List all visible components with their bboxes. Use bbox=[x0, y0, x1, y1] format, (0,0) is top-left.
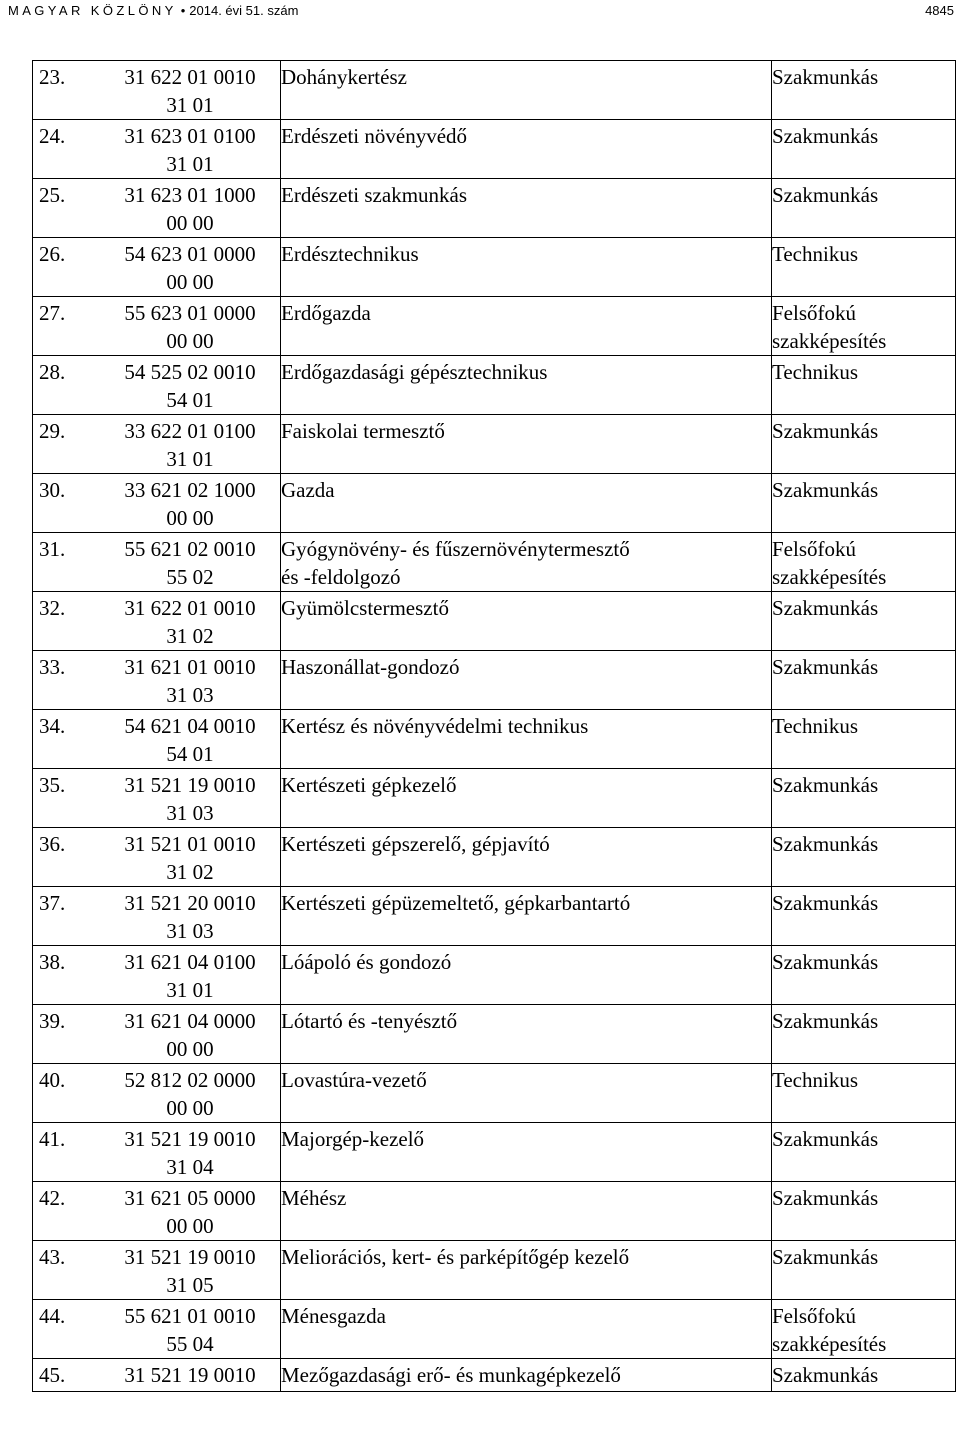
code-line-1: 54 623 01 0000 bbox=[124, 242, 256, 266]
qualification-level bbox=[772, 415, 956, 474]
code-line-2: 00 00 bbox=[166, 1095, 214, 1120]
code-cell bbox=[33, 1359, 281, 1392]
qualification-name bbox=[281, 592, 772, 651]
row-number: 44. bbox=[39, 1304, 66, 1328]
row-number: 36. bbox=[39, 832, 66, 856]
name-line-1: Mezőgazdasági erő- és munkagépkezelő bbox=[281, 1363, 621, 1387]
qualification-level bbox=[772, 887, 956, 946]
qualification-level bbox=[772, 1359, 956, 1392]
table-row bbox=[33, 1064, 956, 1123]
level-line-1: Szakmunkás bbox=[772, 891, 879, 915]
qualification-code bbox=[110, 654, 270, 709]
row-number: 24. bbox=[39, 124, 66, 148]
table-row bbox=[33, 1005, 956, 1064]
code-line-1: 31 521 19 0010 bbox=[124, 1363, 256, 1387]
code-line-1: 31 621 05 0000 bbox=[124, 1186, 256, 1210]
name-line-1: Dohánykertész bbox=[281, 65, 407, 89]
qualification-level bbox=[772, 1064, 956, 1123]
qualification-code bbox=[110, 1126, 270, 1181]
code-cell bbox=[33, 1064, 281, 1123]
qualification-level bbox=[772, 710, 956, 769]
level-line-1: Technikus bbox=[772, 360, 859, 384]
code-line-2: 55 04 bbox=[166, 1331, 214, 1356]
page-header bbox=[0, 0, 960, 30]
qualification-code bbox=[110, 1362, 270, 1390]
level-line-2: szakképesítés bbox=[772, 1331, 887, 1356]
level-line-1: Szakmunkás bbox=[772, 478, 879, 502]
code-line-2: 31 04 bbox=[166, 1154, 214, 1179]
qualification-level bbox=[772, 61, 956, 120]
code-line-1: 54 621 04 0010 bbox=[124, 714, 256, 738]
qualification-level bbox=[772, 828, 956, 887]
code-line-2: 31 03 bbox=[166, 682, 214, 707]
code-line-1: 31 521 01 0010 bbox=[124, 832, 256, 856]
name-line-1: Lovastúra-vezető bbox=[281, 1068, 427, 1092]
table-row bbox=[33, 887, 956, 946]
qualification-level bbox=[772, 1123, 956, 1182]
row-number: 38. bbox=[39, 950, 66, 974]
name-line-1: Meliorációs, kert- és parképítőgép kezelő bbox=[281, 1245, 630, 1269]
name-line-2: és -feldolgozó bbox=[281, 564, 401, 589]
qualification-name bbox=[281, 1005, 772, 1064]
code-line-1: 55 621 01 0010 bbox=[124, 1304, 256, 1328]
table-row bbox=[33, 946, 956, 1005]
code-line-1: 31 521 19 0010 bbox=[124, 773, 256, 797]
qualification-code bbox=[110, 182, 270, 237]
code-line-2: 31 03 bbox=[166, 918, 214, 943]
name-line-1: Kertészeti gépüzemeltető, gépkarbantartó bbox=[281, 891, 631, 915]
qualification-name bbox=[281, 887, 772, 946]
code-cell bbox=[33, 710, 281, 769]
code-line-2: 31 01 bbox=[166, 151, 214, 176]
qualification-code bbox=[110, 1008, 270, 1063]
qualification-level bbox=[772, 769, 956, 828]
name-line-1: Majorgép-kezelő bbox=[281, 1127, 425, 1151]
qualification-level bbox=[772, 1005, 956, 1064]
code-line-1: 31 521 20 0010 bbox=[124, 891, 256, 915]
code-line-2: 31 01 bbox=[166, 92, 214, 117]
qualification-name bbox=[281, 1123, 772, 1182]
code-cell bbox=[33, 651, 281, 710]
qualification-name bbox=[281, 356, 772, 415]
qualification-name bbox=[281, 1241, 772, 1300]
qualification-level bbox=[772, 120, 956, 179]
level-line-1: Szakmunkás bbox=[772, 183, 879, 207]
code-cell bbox=[33, 592, 281, 651]
code-line-2: 31 03 bbox=[166, 800, 214, 825]
code-line-2: 54 01 bbox=[166, 741, 214, 766]
code-line-1: 31 521 19 0010 bbox=[124, 1245, 256, 1269]
table-row bbox=[33, 415, 956, 474]
code-cell bbox=[33, 1123, 281, 1182]
table-row bbox=[33, 710, 956, 769]
code-cell bbox=[33, 1005, 281, 1064]
name-line-1: Faiskolai termesztő bbox=[281, 419, 445, 443]
table-row bbox=[33, 297, 956, 356]
qualification-level bbox=[772, 651, 956, 710]
qualification-code bbox=[110, 1244, 270, 1299]
row-number: 39. bbox=[39, 1009, 66, 1033]
qualification-name bbox=[281, 179, 772, 238]
code-line-2: 31 05 bbox=[166, 1272, 214, 1297]
qualification-level bbox=[772, 1300, 956, 1359]
level-line-1: Szakmunkás bbox=[772, 832, 879, 856]
code-line-2: 00 00 bbox=[166, 210, 214, 235]
code-line-1: 31 621 04 0000 bbox=[124, 1009, 256, 1033]
name-line-1: Erdőgazda bbox=[281, 301, 371, 325]
qualification-name bbox=[281, 1064, 772, 1123]
row-number: 23. bbox=[39, 65, 66, 89]
table-row bbox=[33, 179, 956, 238]
table-row bbox=[33, 238, 956, 297]
qualification-level bbox=[772, 946, 956, 1005]
level-line-1: Szakmunkás bbox=[772, 124, 879, 148]
table-row bbox=[33, 1300, 956, 1359]
table-row bbox=[33, 1241, 956, 1300]
qualification-name bbox=[281, 1359, 772, 1392]
name-line-1: Erdésztechnikus bbox=[281, 242, 419, 266]
row-number: 35. bbox=[39, 773, 66, 797]
code-line-2: 00 00 bbox=[166, 328, 214, 353]
qualification-name bbox=[281, 297, 772, 356]
qualification-level bbox=[772, 297, 956, 356]
qualification-code bbox=[110, 772, 270, 827]
row-number: 37. bbox=[39, 891, 66, 915]
issue-label: 2014. évi 51. szám bbox=[189, 3, 299, 18]
row-number: 33. bbox=[39, 655, 66, 679]
name-line-1: Ménesgazda bbox=[281, 1304, 386, 1328]
level-line-1: Szakmunkás bbox=[772, 596, 879, 620]
level-line-2: szakképesítés bbox=[772, 564, 887, 589]
level-line-1: Szakmunkás bbox=[772, 1009, 879, 1033]
code-line-2: 31 02 bbox=[166, 623, 214, 648]
code-line-1: 55 623 01 0000 bbox=[124, 301, 256, 325]
row-number: 28. bbox=[39, 360, 66, 384]
code-line-1: 52 812 02 0000 bbox=[124, 1068, 256, 1092]
journal-name: MAGYAR KÖZLÖNY bbox=[8, 3, 177, 18]
level-line-1: Szakmunkás bbox=[772, 1127, 879, 1151]
code-line-2: 00 00 bbox=[166, 1213, 214, 1238]
level-line-1: Felsőfokú bbox=[772, 537, 856, 561]
level-line-1: Szakmunkás bbox=[772, 773, 879, 797]
table-row bbox=[33, 1359, 956, 1392]
qualification-name bbox=[281, 1182, 772, 1241]
qualification-code bbox=[110, 831, 270, 886]
row-number: 31. bbox=[39, 537, 66, 561]
code-line-2: 31 02 bbox=[166, 859, 214, 884]
name-line-1: Gyógynövény- és fűszernövénytermesztő bbox=[281, 537, 630, 561]
name-line-1: Gyümölcstermesztő bbox=[281, 596, 449, 620]
name-line-1: Erdészeti szakmunkás bbox=[281, 183, 468, 207]
row-number: 34. bbox=[39, 714, 66, 738]
code-cell bbox=[33, 533, 281, 592]
code-line-1: 31 622 01 0010 bbox=[124, 65, 256, 89]
code-cell bbox=[33, 179, 281, 238]
name-line-1: Gazda bbox=[281, 478, 335, 502]
level-line-1: Technikus bbox=[772, 242, 859, 266]
name-line-1: Haszonállat-gondozó bbox=[281, 655, 460, 679]
qualification-name bbox=[281, 533, 772, 592]
code-cell bbox=[33, 61, 281, 120]
code-line-1: 31 622 01 0010 bbox=[124, 596, 256, 620]
code-cell bbox=[33, 828, 281, 887]
qualification-code bbox=[110, 123, 270, 178]
page-number: 4845 bbox=[925, 3, 954, 18]
code-line-1: 33 621 02 1000 bbox=[124, 478, 256, 502]
qualification-level bbox=[772, 238, 956, 297]
table-body bbox=[33, 61, 956, 1392]
level-line-1: Szakmunkás bbox=[772, 65, 879, 89]
row-number: 29. bbox=[39, 419, 66, 443]
level-line-1: Szakmunkás bbox=[772, 950, 879, 974]
level-line-1: Felsőfokú bbox=[772, 301, 856, 325]
qualification-name bbox=[281, 415, 772, 474]
row-number: 41. bbox=[39, 1127, 66, 1151]
code-line-2: 31 01 bbox=[166, 977, 214, 1002]
code-line-1: 33 622 01 0100 bbox=[124, 419, 256, 443]
qualification-name bbox=[281, 946, 772, 1005]
qualification-level bbox=[772, 356, 956, 415]
qualification-code bbox=[110, 359, 270, 414]
name-line-1: Lótartó és -tenyésztő bbox=[281, 1009, 458, 1033]
row-number: 26. bbox=[39, 242, 66, 266]
qualification-level bbox=[772, 474, 956, 533]
publication-title bbox=[8, 3, 298, 18]
qualification-name bbox=[281, 120, 772, 179]
qualification-name bbox=[281, 61, 772, 120]
code-line-1: 54 525 02 0010 bbox=[124, 360, 256, 384]
qualification-code bbox=[110, 300, 270, 355]
row-number: 45. bbox=[39, 1363, 66, 1387]
table-row bbox=[33, 1182, 956, 1241]
code-line-2: 00 00 bbox=[166, 269, 214, 294]
level-line-1: Szakmunkás bbox=[772, 1363, 879, 1387]
qualification-code bbox=[110, 713, 270, 768]
qualification-code bbox=[110, 595, 270, 650]
qualification-level bbox=[772, 592, 956, 651]
table-row bbox=[33, 651, 956, 710]
level-line-2: szakképesítés bbox=[772, 328, 887, 353]
code-line-2: 00 00 bbox=[166, 505, 214, 530]
level-line-1: Felsőfokú bbox=[772, 1304, 856, 1328]
qualification-code bbox=[110, 418, 270, 473]
code-cell bbox=[33, 415, 281, 474]
table-row bbox=[33, 1123, 956, 1182]
code-cell bbox=[33, 120, 281, 179]
table-row bbox=[33, 533, 956, 592]
name-line-1: Erdőgazdasági gépésztechnikus bbox=[281, 360, 548, 384]
name-line-1: Méhész bbox=[281, 1186, 347, 1210]
table-row bbox=[33, 474, 956, 533]
qualification-level bbox=[772, 1182, 956, 1241]
code-cell bbox=[33, 356, 281, 415]
level-line-1: Szakmunkás bbox=[772, 655, 879, 679]
qualification-code bbox=[110, 64, 270, 119]
qualification-code bbox=[110, 477, 270, 532]
row-number: 30. bbox=[39, 478, 66, 502]
code-line-1: 31 621 01 0010 bbox=[124, 655, 256, 679]
code-cell bbox=[33, 769, 281, 828]
qualification-level bbox=[772, 1241, 956, 1300]
table-row bbox=[33, 769, 956, 828]
qualification-code bbox=[110, 890, 270, 945]
qualification-code bbox=[110, 949, 270, 1004]
row-number: 27. bbox=[39, 301, 66, 325]
row-number: 32. bbox=[39, 596, 66, 620]
code-line-1: 31 621 04 0100 bbox=[124, 950, 256, 974]
qualification-name bbox=[281, 1300, 772, 1359]
name-line-1: Kertész és növényvédelmi technikus bbox=[281, 714, 589, 738]
qualification-name bbox=[281, 474, 772, 533]
code-line-2: 54 01 bbox=[166, 387, 214, 412]
code-cell bbox=[33, 1182, 281, 1241]
separator-bullet: • bbox=[180, 3, 186, 18]
row-number: 42. bbox=[39, 1186, 66, 1210]
qualification-code bbox=[110, 1185, 270, 1240]
level-line-1: Szakmunkás bbox=[772, 419, 879, 443]
name-line-1: Kertészeti gépkezelő bbox=[281, 773, 457, 797]
table-row bbox=[33, 356, 956, 415]
level-line-1: Technikus bbox=[772, 714, 859, 738]
code-line-2: 55 02 bbox=[166, 564, 214, 589]
code-cell bbox=[33, 238, 281, 297]
level-line-1: Technikus bbox=[772, 1068, 859, 1092]
qualification-code bbox=[110, 1303, 270, 1358]
qualification-code bbox=[110, 1067, 270, 1122]
code-cell bbox=[33, 297, 281, 356]
code-cell bbox=[33, 474, 281, 533]
table-row bbox=[33, 828, 956, 887]
qualification-name bbox=[281, 828, 772, 887]
table-row bbox=[33, 120, 956, 179]
code-line-2: 00 00 bbox=[166, 1036, 214, 1061]
name-line-1: Lóápoló és gondozó bbox=[281, 950, 452, 974]
code-line-2: 31 01 bbox=[166, 446, 214, 471]
row-number: 25. bbox=[39, 183, 66, 207]
table-row bbox=[33, 592, 956, 651]
code-line-1: 31 623 01 1000 bbox=[124, 183, 256, 207]
level-line-1: Szakmunkás bbox=[772, 1186, 879, 1210]
code-cell bbox=[33, 887, 281, 946]
qualification-level bbox=[772, 533, 956, 592]
qualification-table bbox=[32, 60, 956, 1392]
qualification-name bbox=[281, 710, 772, 769]
qualification-name bbox=[281, 238, 772, 297]
qualification-name bbox=[281, 651, 772, 710]
name-line-1: Kertészeti gépszerelő, gépjavító bbox=[281, 832, 550, 856]
code-cell bbox=[33, 1300, 281, 1359]
row-number: 40. bbox=[39, 1068, 66, 1092]
name-line-1: Erdészeti növényvédő bbox=[281, 124, 468, 148]
qualification-name bbox=[281, 769, 772, 828]
code-line-1: 31 521 19 0010 bbox=[124, 1127, 256, 1151]
code-cell bbox=[33, 946, 281, 1005]
code-line-1: 31 623 01 0100 bbox=[124, 124, 256, 148]
qualification-code bbox=[110, 241, 270, 296]
level-line-1: Szakmunkás bbox=[772, 1245, 879, 1269]
table-row bbox=[33, 61, 956, 120]
row-number: 43. bbox=[39, 1245, 66, 1269]
qualification-level bbox=[772, 179, 956, 238]
code-cell bbox=[33, 1241, 281, 1300]
code-line-1: 55 621 02 0010 bbox=[124, 537, 256, 561]
qualification-code bbox=[110, 536, 270, 591]
